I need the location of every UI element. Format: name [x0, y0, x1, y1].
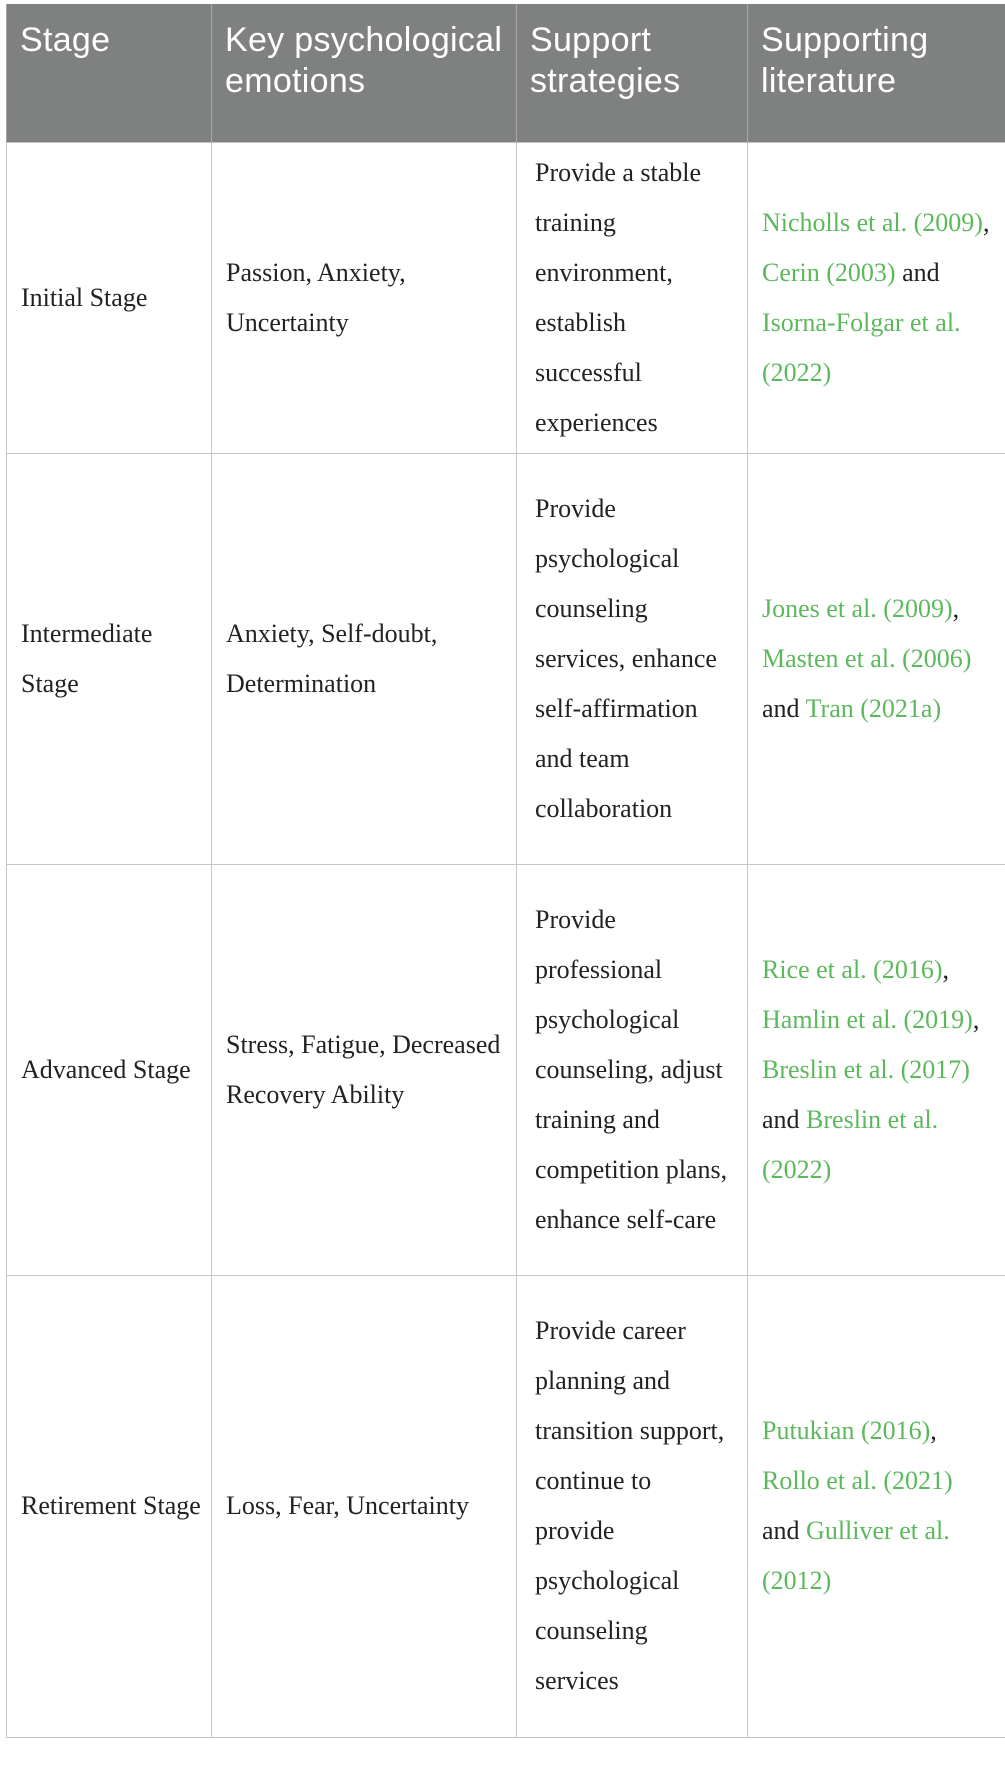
- reference-link[interactable]: Breslin et al. (2017): [762, 1054, 970, 1084]
- table-header: [7, 4, 1005, 142]
- reference-link[interactable]: Gulliver et al. (2012): [762, 1516, 950, 1595]
- literature-connector: ,: [972, 1004, 980, 1034]
- stage-cell: Intermediate Stage: [7, 453, 212, 864]
- literature-connector: and: [762, 693, 806, 723]
- table-row: [7, 142, 1005, 453]
- reference-link[interactable]: Isorna-Folgar et al. (2022): [762, 307, 961, 387]
- literature-connector: and: [762, 1516, 807, 1545]
- reference-link[interactable]: Rollo et al. (2021): [762, 1466, 953, 1495]
- literature-connector: and: [895, 257, 940, 287]
- header-row: [7, 4, 1005, 142]
- header-support-strategies: Support strategies: [517, 4, 748, 142]
- table-body: [7, 142, 1005, 1737]
- strategies-cell: Provide professional psychological counseling, adjust training and competition plans, enhance self-care: [517, 864, 748, 1275]
- table-row: [7, 453, 1005, 864]
- reference-link[interactable]: Cerin (2003): [762, 257, 896, 287]
- strategies-cell: Provide career planning and transition support, continue to provide psychological counseling services: [517, 1275, 748, 1737]
- header-stage: Stage: [7, 4, 212, 142]
- strategies-cell: Provide a stable training environment, establish successful experiences: [517, 142, 748, 453]
- reference-link[interactable]: Putukian (2016): [762, 1416, 931, 1445]
- literature-connector: ,: [942, 954, 949, 984]
- literature-cell: [748, 142, 1005, 453]
- emotions-cell: Passion, Anxiety, Uncertainty: [212, 142, 517, 453]
- literature-cell: [748, 864, 1005, 1275]
- literature-cell: [748, 1275, 1005, 1737]
- stage-cell: Retirement Stage: [7, 1275, 212, 1737]
- stage-cell: Advanced Stage: [7, 864, 212, 1275]
- emotions-cell: Anxiety, Self-doubt, Determination: [212, 453, 517, 864]
- literature-connector: ,: [952, 593, 960, 623]
- literature-connector: ,: [982, 207, 990, 237]
- literature-cell: [748, 453, 1005, 864]
- stage-cell: Initial Stage: [7, 142, 212, 453]
- reference-link[interactable]: Tran (2021a): [805, 693, 942, 723]
- reference-link[interactable]: Breslin et al. (2022): [762, 1104, 939, 1184]
- header-key-psychological-emotions: Key psychological emotions: [212, 4, 517, 142]
- reference-link[interactable]: Rice et al. (2016): [762, 954, 943, 984]
- table-row: [7, 864, 1005, 1275]
- table-row: [7, 1275, 1005, 1737]
- literature-connector: ,: [930, 1416, 937, 1445]
- reference-link[interactable]: Masten et al. (2006): [762, 643, 972, 673]
- literature-connector: and: [762, 1104, 807, 1134]
- reference-link[interactable]: Jones et al. (2009): [762, 593, 953, 623]
- emotions-cell: Stress, Fatigue, Decreased Recovery Ability: [212, 864, 517, 1275]
- data-table: [6, 4, 1005, 1738]
- emotions-cell: Loss, Fear, Uncertainty: [212, 1275, 517, 1737]
- header-supporting-literature: Supporting literature: [748, 4, 1005, 142]
- reference-link[interactable]: Hamlin et al. (2019): [762, 1004, 973, 1034]
- strategies-cell: Provide psychological counseling services, enhance self-affirmation and team collaboration: [517, 453, 748, 864]
- reference-link[interactable]: Nicholls et al. (2009): [762, 207, 983, 237]
